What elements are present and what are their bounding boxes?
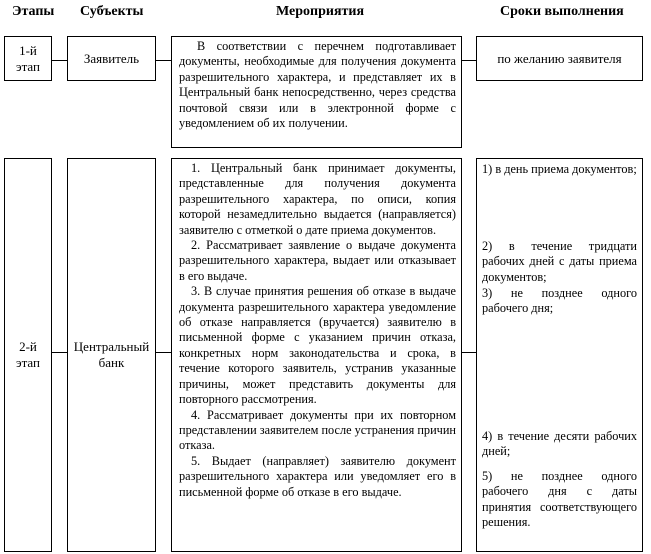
row2-deadline-item: 5) не позднее одного рабочего дня с даты принятия соответствующего решения.: [482, 469, 637, 530]
connector-line: [155, 352, 171, 353]
connector-line: [52, 60, 67, 61]
row2-subject-label: Центральный банк: [73, 339, 150, 370]
row2-deadline-item: 2) в течение тридцати рабочих дней с даты приема документов;: [482, 239, 637, 284]
row2-deadline-item: 3) не позднее одного рабочего дня;: [482, 286, 637, 316]
row2-deadline-cell: [476, 158, 643, 552]
connector-line: [462, 60, 476, 61]
row1-measure-cell: [171, 36, 462, 148]
row2-measure-item: 3. В случае принятия решения об отказе в выдаче документа разрешительного характера уведомление об отказе направляется (вручается) заявителю в письменной форме с указанием причин отказа, конкретных норм законодательства и срока, в течение которого заявитель, устранив указанные причины, может представить документы для повторного рассмотрения.: [179, 284, 456, 407]
connector-line: [52, 352, 67, 353]
row2-measure-item: 2. Рассматривает заявление о выдаче документа разрешительного характера, выдает или отказывает в его выдаче.: [179, 238, 456, 283]
connector-line: [462, 352, 476, 353]
header-measures: Мероприятия: [276, 4, 365, 19]
header-subjects: Субъекты: [80, 4, 144, 19]
row1-deadline-label: по желанию заявителя: [497, 50, 622, 66]
row2-subject-cell: [67, 158, 156, 552]
header-stages: Этапы: [12, 4, 55, 19]
row2-deadline-item: 4) в течение десяти рабочих дней;: [482, 429, 637, 459]
connector-line: [155, 60, 171, 61]
row2-measure-item: 5. Выдает (направляет) заявителю документ разрешительного характера или уведомляет его в письменной форме об отказе в его выдаче.: [179, 453, 456, 499]
row1-deadline-cell: [476, 36, 643, 81]
row1-subject-cell: [67, 36, 156, 81]
row1-subject-label: Заявитель: [83, 50, 140, 66]
row2-stage-label: 2-й этап: [16, 339, 40, 370]
row1-measure-text: В соответствии с перечнем подготавливает документы, необходимые для получения документа разрешительного характера, и представляет их в Центральный банк непосредственно, через средства почтовой связи или в электронной форме с уведомлением об их получении.: [179, 39, 456, 131]
row2-measure-item: 4. Рассматривает документы при их повторном представлении заявителем после устранения причин отказа.: [179, 407, 456, 453]
row1-stage-label: 1-й этап: [16, 42, 40, 74]
row2-measure-item: 1. Центральный банк принимает документы, представленные для получения документа разрешительного характера, по описи, копия которой незамедлительно выдается (направляется) заявителю с отметкой о дате приема документов.: [179, 161, 456, 237]
row2-measure-cell: [171, 158, 462, 552]
row2-deadline-item: 1) в день приема документов;: [482, 162, 637, 176]
header-deadlines: Сроки выполнения: [500, 4, 624, 19]
row2-stage-cell: [4, 158, 52, 552]
row1-stage-cell: [4, 36, 52, 81]
